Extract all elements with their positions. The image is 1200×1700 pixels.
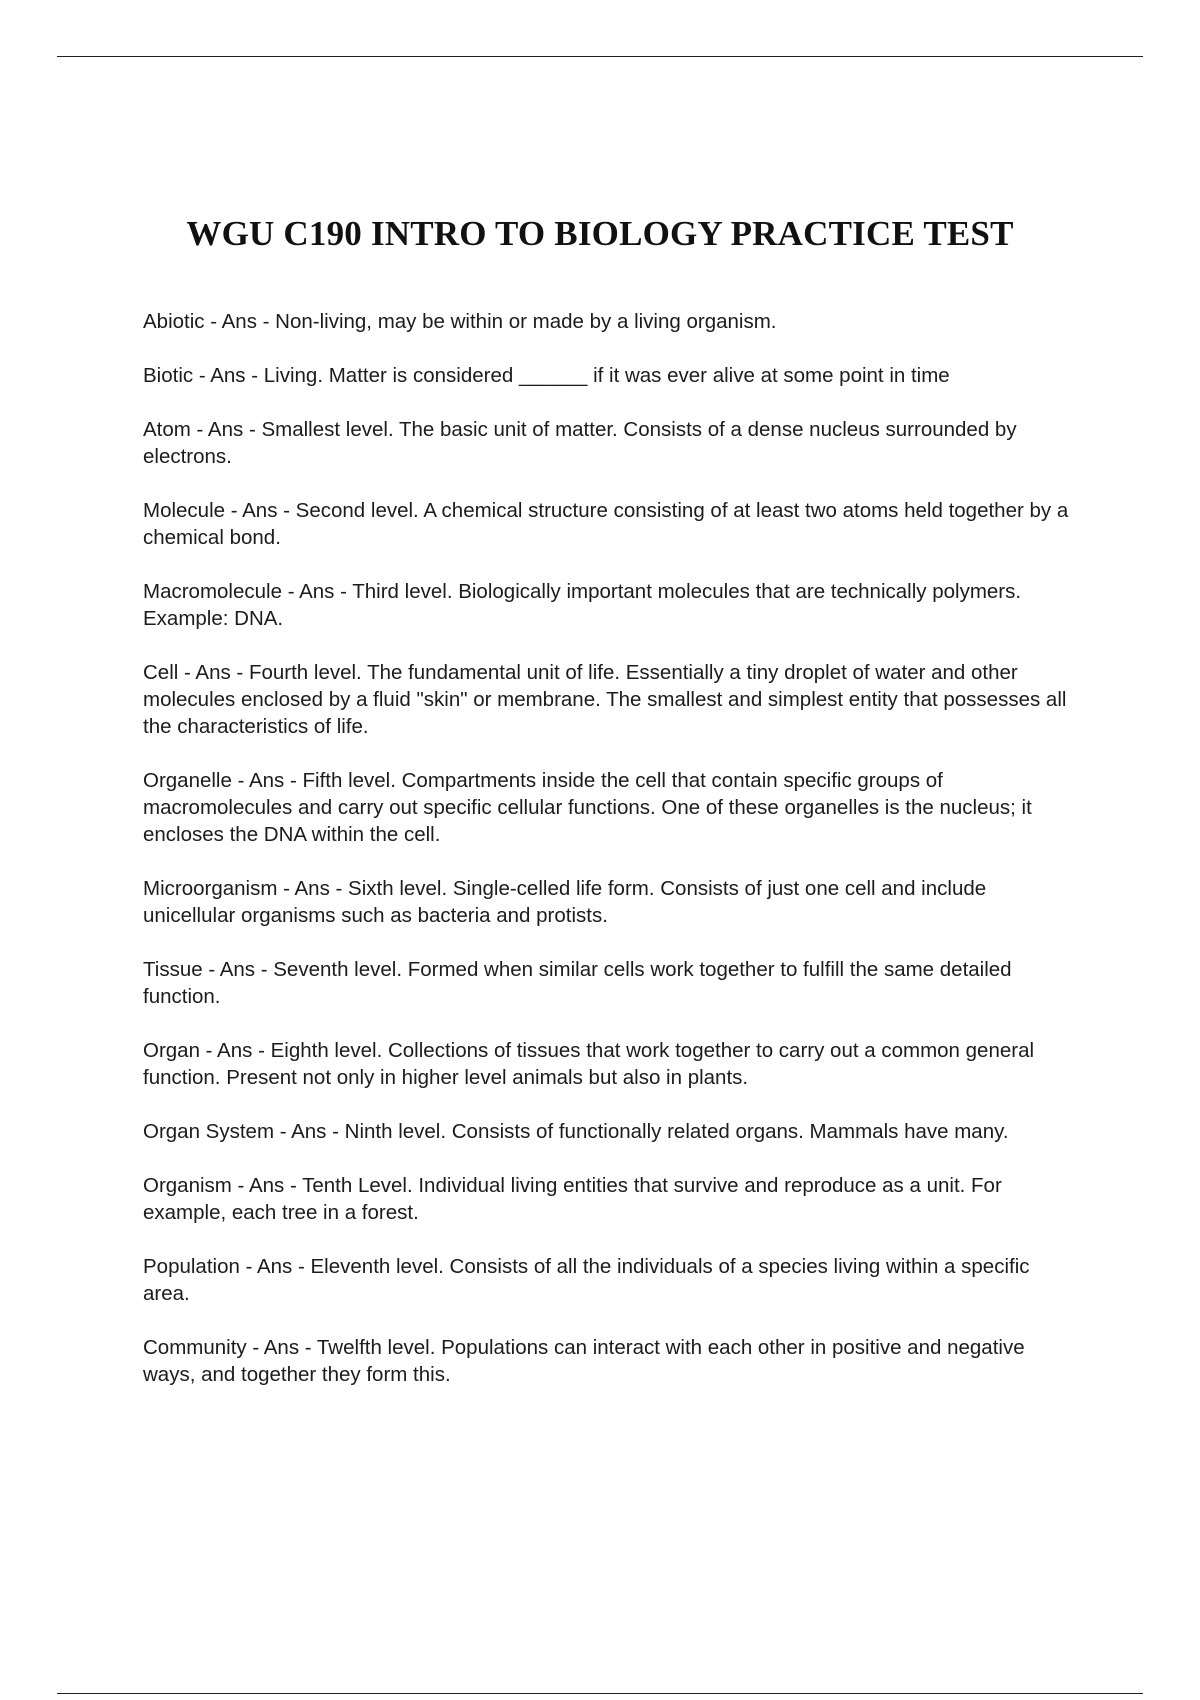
- bottom-rule: [57, 1693, 1143, 1694]
- entry-organelle: Organelle - Ans - Fifth level. Compartments inside the cell that contain specific groups of macromolecules and carry out specific cellular functions. One of these organelles is the nucleus; it encloses the DNA within the cell.: [143, 769, 1032, 846]
- entry-organ-system: Organ System - Ans - Ninth level. Consists of functionally related organs. Mammals have many.: [143, 1120, 1009, 1143]
- entry-cell: Cell - Ans - Fourth level. The fundamental unit of life. Essentially a tiny droplet of water and other molecules enclosed by a fluid "skin" or membrane. The smallest and simplest entity that possesses all the characteristics of life.: [143, 661, 1067, 738]
- entry-tissue: Tissue - Ans - Seventh level. Formed when similar cells work together to fulfill the same detailed function.: [143, 958, 1012, 1008]
- entry-organism: Organism - Ans - Tenth Level. Individual living entities that survive and reproduce as a unit. For example, each tree in a forest.: [143, 1174, 1002, 1224]
- entry-molecule: Molecule - Ans - Second level. A chemical structure consisting of at least two atoms held together by a chemical bond.: [143, 499, 1069, 549]
- entry-atom: Atom - Ans - Smallest level. The basic unit of matter. Consists of a dense nucleus surrounded by electrons.: [143, 418, 1017, 468]
- entry-macromolecule: Macromolecule - Ans - Third level. Biologically important molecules that are technically polymers. Example: DNA.: [143, 580, 1022, 630]
- entry-microorganism: Microorganism - Ans - Sixth level. Single-celled life form. Consists of just one cell and include unicellular organisms such as bacteria and protists.: [143, 877, 987, 927]
- entry-biotic: Biotic - Ans - Living. Matter is considered ______ if it was ever alive at some point in time: [143, 364, 950, 387]
- entry-population: Population - Ans - Eleventh level. Consists of all the individuals of a species living within a specific area.: [143, 1255, 1030, 1305]
- entry-organ: Organ - Ans - Eighth level. Collections of tissues that work together to carry out a common general function. Present not only in higher level animals but also in plants.: [143, 1039, 1035, 1089]
- top-rule: [57, 56, 1143, 57]
- entry-list: [143, 308, 1073, 1415]
- page-title: WGU C190 INTRO TO BIOLOGY PRACTICE TEST: [186, 214, 1014, 253]
- entry-abiotic: Abiotic - Ans - Non-living, may be within or made by a living organism.: [143, 310, 777, 333]
- entry-community: Community - Ans - Twelfth level. Populations can interact with each other in positive and negative ways, and together they form this.: [143, 1336, 1025, 1386]
